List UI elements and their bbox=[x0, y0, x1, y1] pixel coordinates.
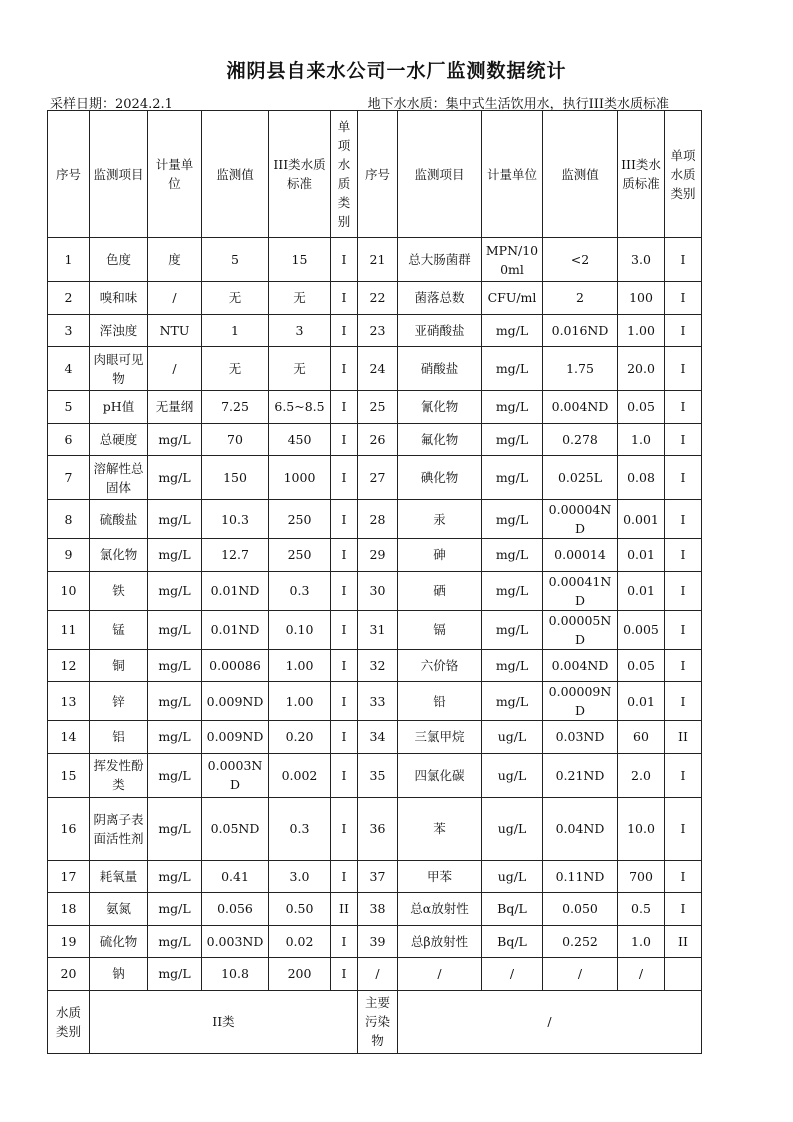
unit: mg/L bbox=[148, 797, 202, 860]
item-name: 硫酸盐 bbox=[90, 500, 148, 539]
item-name: 铝 bbox=[90, 721, 148, 754]
item-name: 铜 bbox=[90, 649, 148, 682]
item-class: II bbox=[331, 893, 358, 926]
item-name: 亚硝酸盐 bbox=[398, 314, 482, 347]
measured-value: 1 bbox=[202, 314, 269, 347]
standard-limit: 0.005 bbox=[618, 610, 665, 649]
standard-limit: 700 bbox=[618, 860, 665, 893]
item-class: I bbox=[331, 238, 358, 282]
measured-value: 7.25 bbox=[202, 391, 269, 424]
item-name: 浑浊度 bbox=[90, 314, 148, 347]
unit: mg/L bbox=[482, 500, 543, 539]
table-row bbox=[48, 571, 702, 610]
item-name: 溶解性总固体 bbox=[90, 456, 148, 500]
standard-limit: 0.10 bbox=[269, 610, 331, 649]
item-name: 硒 bbox=[398, 571, 482, 610]
row-index: 34 bbox=[358, 721, 398, 754]
standard-limit: 250 bbox=[269, 539, 331, 572]
standard-limit: 0.01 bbox=[618, 539, 665, 572]
row-index: 7 bbox=[48, 456, 90, 500]
measured-value: 0.01ND bbox=[202, 610, 269, 649]
measured-value: 0.056 bbox=[202, 893, 269, 926]
row-index: 33 bbox=[358, 682, 398, 721]
row-index: 23 bbox=[358, 314, 398, 347]
item-name: 嗅和味 bbox=[90, 282, 148, 315]
standard-limit: 无 bbox=[269, 347, 331, 391]
standard-limit: 0.3 bbox=[269, 571, 331, 610]
item-class: I bbox=[331, 347, 358, 391]
unit: mg/L bbox=[148, 571, 202, 610]
standard-limit: 0.05 bbox=[618, 391, 665, 424]
item-name: 锌 bbox=[90, 682, 148, 721]
measured-value: 0.05ND bbox=[202, 797, 269, 860]
item-name: 钠 bbox=[90, 958, 148, 991]
item-class: I bbox=[331, 282, 358, 315]
item-class: I bbox=[665, 610, 702, 649]
item-name: 锰 bbox=[90, 610, 148, 649]
unit: mg/L bbox=[482, 610, 543, 649]
water-standard-note: 地下水水质：集中式生活饮用水，执行III类水质标准 bbox=[367, 97, 669, 112]
standard-limit: 20.0 bbox=[618, 347, 665, 391]
unit: mg/L bbox=[482, 539, 543, 572]
item-name: 氨氮 bbox=[90, 893, 148, 926]
unit: mg/L bbox=[482, 391, 543, 424]
table-row bbox=[48, 958, 702, 991]
table-row bbox=[48, 721, 702, 754]
item-class: I bbox=[331, 423, 358, 456]
unit: 无量纲 bbox=[148, 391, 202, 424]
measured-value: 无 bbox=[202, 347, 269, 391]
row-index: 18 bbox=[48, 893, 90, 926]
standard-limit: 200 bbox=[269, 958, 331, 991]
item-name: 耗氧量 bbox=[90, 860, 148, 893]
item-class: I bbox=[665, 539, 702, 572]
item-class: I bbox=[665, 347, 702, 391]
item-class: I bbox=[665, 682, 702, 721]
row-index: 39 bbox=[358, 925, 398, 958]
item-class: I bbox=[331, 721, 358, 754]
row-index: 25 bbox=[358, 391, 398, 424]
unit: mg/L bbox=[148, 649, 202, 682]
unit: / bbox=[148, 347, 202, 391]
col-header-class: 单项水质类别 bbox=[665, 111, 702, 238]
item-name: 三氯甲烷 bbox=[398, 721, 482, 754]
item-name: 甲苯 bbox=[398, 860, 482, 893]
col-header-standard: III类水质标准 bbox=[618, 111, 665, 238]
item-name: 总硬度 bbox=[90, 423, 148, 456]
measured-value: / bbox=[543, 958, 618, 991]
unit: mg/L bbox=[148, 925, 202, 958]
standard-limit: 6.5~8.5 bbox=[269, 391, 331, 424]
measured-value: 0.21ND bbox=[543, 753, 618, 797]
measured-value: 0.009ND bbox=[202, 682, 269, 721]
unit: mg/L bbox=[482, 571, 543, 610]
standard-limit: 0.02 bbox=[269, 925, 331, 958]
item-class: I bbox=[665, 238, 702, 282]
item-class: I bbox=[331, 860, 358, 893]
item-name: 氟化物 bbox=[398, 423, 482, 456]
table-row bbox=[48, 282, 702, 315]
col-header-value: 监测值 bbox=[543, 111, 618, 238]
item-name: 氯化物 bbox=[90, 539, 148, 572]
measured-value: 2 bbox=[543, 282, 618, 315]
measured-value: 0.004ND bbox=[543, 391, 618, 424]
measured-value: 0.252 bbox=[543, 925, 618, 958]
item-class: I bbox=[331, 314, 358, 347]
item-class: I bbox=[331, 753, 358, 797]
table-body bbox=[48, 111, 702, 1054]
item-class: I bbox=[665, 500, 702, 539]
row-index: 32 bbox=[358, 649, 398, 682]
unit: CFU/ml bbox=[482, 282, 543, 315]
item-class: I bbox=[665, 571, 702, 610]
standard-limit: 0.05 bbox=[618, 649, 665, 682]
standard-limit: 1.00 bbox=[269, 649, 331, 682]
row-index: 4 bbox=[48, 347, 90, 391]
unit: mg/L bbox=[148, 958, 202, 991]
item-class: I bbox=[331, 958, 358, 991]
unit: mg/L bbox=[482, 423, 543, 456]
unit: mg/L bbox=[148, 753, 202, 797]
table-header-row bbox=[48, 111, 702, 238]
standard-limit: 100 bbox=[618, 282, 665, 315]
row-index: 2 bbox=[48, 282, 90, 315]
row-index: 3 bbox=[48, 314, 90, 347]
table-row bbox=[48, 347, 702, 391]
table-row bbox=[48, 649, 702, 682]
row-index: 1 bbox=[48, 238, 90, 282]
table-row bbox=[48, 925, 702, 958]
item-class: I bbox=[665, 797, 702, 860]
unit: mg/L bbox=[482, 682, 543, 721]
unit: 度 bbox=[148, 238, 202, 282]
standard-limit: 450 bbox=[269, 423, 331, 456]
unit: ug/L bbox=[482, 860, 543, 893]
item-class: I bbox=[665, 649, 702, 682]
item-name: 菌落总数 bbox=[398, 282, 482, 315]
measured-value: 0.00041ND bbox=[543, 571, 618, 610]
table-row bbox=[48, 753, 702, 797]
unit: mg/L bbox=[148, 893, 202, 926]
standard-limit: 0.20 bbox=[269, 721, 331, 754]
item-class: I bbox=[665, 860, 702, 893]
item-name: 总大肠菌群 bbox=[398, 238, 482, 282]
col-header-standard: III类水质标准 bbox=[269, 111, 331, 238]
row-index: 20 bbox=[48, 958, 90, 991]
unit: mg/L bbox=[482, 456, 543, 500]
measured-value: 1.75 bbox=[543, 347, 618, 391]
table-row bbox=[48, 423, 702, 456]
item-name: 砷 bbox=[398, 539, 482, 572]
unit: ug/L bbox=[482, 797, 543, 860]
unit: mg/L bbox=[482, 347, 543, 391]
row-index: 15 bbox=[48, 753, 90, 797]
measured-value: 0.016ND bbox=[543, 314, 618, 347]
unit: NTU bbox=[148, 314, 202, 347]
unit: mg/L bbox=[148, 539, 202, 572]
measured-value: 0.003ND bbox=[202, 925, 269, 958]
water-class-value: II类 bbox=[90, 990, 358, 1053]
item-class: I bbox=[331, 539, 358, 572]
item-name: 镉 bbox=[398, 610, 482, 649]
unit: mg/L bbox=[148, 860, 202, 893]
col-header-item: 监测项目 bbox=[398, 111, 482, 238]
standard-limit: 3.0 bbox=[269, 860, 331, 893]
item-class: I bbox=[331, 682, 358, 721]
standard-limit: 0.5 bbox=[618, 893, 665, 926]
standard-limit: 0.08 bbox=[618, 456, 665, 500]
table-row bbox=[48, 860, 702, 893]
unit: / bbox=[482, 958, 543, 991]
item-class: I bbox=[331, 391, 358, 424]
row-index: 29 bbox=[358, 539, 398, 572]
item-class: I bbox=[665, 456, 702, 500]
row-index: 38 bbox=[358, 893, 398, 926]
standard-limit: 1.00 bbox=[269, 682, 331, 721]
row-index: 10 bbox=[48, 571, 90, 610]
col-header-class: 单项水质类别 bbox=[331, 111, 358, 238]
row-index: 24 bbox=[358, 347, 398, 391]
item-class: I bbox=[331, 456, 358, 500]
measured-value: 0.025L bbox=[543, 456, 618, 500]
measured-value: 70 bbox=[202, 423, 269, 456]
standard-limit: 无 bbox=[269, 282, 331, 315]
standard-limit: 15 bbox=[269, 238, 331, 282]
item-class: II bbox=[665, 925, 702, 958]
item-class: II bbox=[665, 721, 702, 754]
table-row bbox=[48, 539, 702, 572]
item-name: 挥发性酚类 bbox=[90, 753, 148, 797]
standard-limit: 1000 bbox=[269, 456, 331, 500]
unit: mg/L bbox=[148, 456, 202, 500]
page-title: 湘阴县自来水公司一水厂监测数据统计 bbox=[226, 60, 567, 82]
unit: mg/L bbox=[148, 721, 202, 754]
table-row bbox=[48, 610, 702, 649]
item-name: 汞 bbox=[398, 500, 482, 539]
col-header-item: 监测项目 bbox=[90, 111, 148, 238]
standard-limit: 1.0 bbox=[618, 925, 665, 958]
standard-limit: 0.01 bbox=[618, 682, 665, 721]
measured-value: 5 bbox=[202, 238, 269, 282]
unit: mg/L bbox=[148, 500, 202, 539]
unit: ug/L bbox=[482, 721, 543, 754]
item-name: 氰化物 bbox=[398, 391, 482, 424]
item-class: I bbox=[665, 423, 702, 456]
measured-value: 0.03ND bbox=[543, 721, 618, 754]
item-class: I bbox=[665, 282, 702, 315]
standard-limit: 2.0 bbox=[618, 753, 665, 797]
item-class bbox=[665, 958, 702, 991]
measured-value: 0.00009ND bbox=[543, 682, 618, 721]
measured-value: 10.8 bbox=[202, 958, 269, 991]
measured-value: 0.00004ND bbox=[543, 500, 618, 539]
item-name: 碘化物 bbox=[398, 456, 482, 500]
standard-limit: 10.0 bbox=[618, 797, 665, 860]
item-name: 铁 bbox=[90, 571, 148, 610]
measured-value: <2 bbox=[543, 238, 618, 282]
item-class: I bbox=[665, 314, 702, 347]
row-index: 19 bbox=[48, 925, 90, 958]
item-name: 总α放射性 bbox=[398, 893, 482, 926]
unit: mg/L bbox=[148, 610, 202, 649]
standard-limit: 0.3 bbox=[269, 797, 331, 860]
row-index: 22 bbox=[358, 282, 398, 315]
item-name: 四氯化碳 bbox=[398, 753, 482, 797]
item-class: I bbox=[331, 610, 358, 649]
table-row bbox=[48, 238, 702, 282]
measured-value: 0.050 bbox=[543, 893, 618, 926]
unit: mg/L bbox=[482, 649, 543, 682]
measured-value: 0.278 bbox=[543, 423, 618, 456]
pollutant-value: / bbox=[398, 990, 702, 1053]
unit: Bq/L bbox=[482, 893, 543, 926]
standard-limit: 1.00 bbox=[618, 314, 665, 347]
measured-value: 0.00014 bbox=[543, 539, 618, 572]
standard-limit: 0.50 bbox=[269, 893, 331, 926]
measured-value: 12.7 bbox=[202, 539, 269, 572]
row-index: 14 bbox=[48, 721, 90, 754]
unit: mg/L bbox=[482, 314, 543, 347]
row-index: 16 bbox=[48, 797, 90, 860]
item-name: 六价铬 bbox=[398, 649, 482, 682]
row-index: 37 bbox=[358, 860, 398, 893]
item-class: I bbox=[665, 391, 702, 424]
measured-value: 0.00086 bbox=[202, 649, 269, 682]
col-header-index: 序号 bbox=[358, 111, 398, 238]
standard-limit: 60 bbox=[618, 721, 665, 754]
standard-limit: 250 bbox=[269, 500, 331, 539]
table-row bbox=[48, 391, 702, 424]
row-index: 11 bbox=[48, 610, 90, 649]
item-name: / bbox=[398, 958, 482, 991]
row-index: 21 bbox=[358, 238, 398, 282]
row-index: 12 bbox=[48, 649, 90, 682]
row-index: 36 bbox=[358, 797, 398, 860]
row-index: 30 bbox=[358, 571, 398, 610]
item-class: I bbox=[665, 753, 702, 797]
col-header-index: 序号 bbox=[48, 111, 90, 238]
standard-limit: / bbox=[618, 958, 665, 991]
item-name: 阴离子表面活性剂 bbox=[90, 797, 148, 860]
table-row bbox=[48, 682, 702, 721]
item-class: I bbox=[665, 893, 702, 926]
row-index: 31 bbox=[358, 610, 398, 649]
table-row bbox=[48, 797, 702, 860]
water-class-label: 水质类别 bbox=[48, 990, 90, 1053]
item-name: 总β放射性 bbox=[398, 925, 482, 958]
unit: MPN/100ml bbox=[482, 238, 543, 282]
row-index: 28 bbox=[358, 500, 398, 539]
item-class: I bbox=[331, 925, 358, 958]
row-index: 8 bbox=[48, 500, 90, 539]
col-header-unit: 计量单位 bbox=[148, 111, 202, 238]
pollutant-label: 主要污染物 bbox=[358, 990, 398, 1053]
row-index: 13 bbox=[48, 682, 90, 721]
standard-limit: 3.0 bbox=[618, 238, 665, 282]
row-index: 35 bbox=[358, 753, 398, 797]
row-index: 17 bbox=[48, 860, 90, 893]
item-name: 硫化物 bbox=[90, 925, 148, 958]
col-header-value: 监测值 bbox=[202, 111, 269, 238]
measured-value: 0.0003ND bbox=[202, 753, 269, 797]
standard-limit: 3 bbox=[269, 314, 331, 347]
unit: mg/L bbox=[148, 682, 202, 721]
row-index: 27 bbox=[358, 456, 398, 500]
table-footer-row bbox=[48, 990, 702, 1053]
item-name: pH值 bbox=[90, 391, 148, 424]
sampling-date: 采样日期：2024.2.1 bbox=[50, 97, 173, 112]
measured-value: 0.004ND bbox=[543, 649, 618, 682]
measured-value: 0.11ND bbox=[543, 860, 618, 893]
row-index: / bbox=[358, 958, 398, 991]
standard-limit: 0.002 bbox=[269, 753, 331, 797]
monitoring-table bbox=[47, 110, 702, 1054]
unit: mg/L bbox=[148, 423, 202, 456]
col-header-unit: 计量单位 bbox=[482, 111, 543, 238]
measured-value: 0.04ND bbox=[543, 797, 618, 860]
measured-value: 10.3 bbox=[202, 500, 269, 539]
row-index: 9 bbox=[48, 539, 90, 572]
item-class: I bbox=[331, 649, 358, 682]
table-row bbox=[48, 456, 702, 500]
unit: / bbox=[148, 282, 202, 315]
item-name: 苯 bbox=[398, 797, 482, 860]
measured-value: 0.01ND bbox=[202, 571, 269, 610]
measured-value: 无 bbox=[202, 282, 269, 315]
item-name: 色度 bbox=[90, 238, 148, 282]
unit: Bq/L bbox=[482, 925, 543, 958]
item-class: I bbox=[331, 500, 358, 539]
unit: ug/L bbox=[482, 753, 543, 797]
row-index: 26 bbox=[358, 423, 398, 456]
item-class: I bbox=[331, 797, 358, 860]
measured-value: 150 bbox=[202, 456, 269, 500]
standard-limit: 0.01 bbox=[618, 571, 665, 610]
table-row bbox=[48, 314, 702, 347]
row-index: 6 bbox=[48, 423, 90, 456]
item-name: 硝酸盐 bbox=[398, 347, 482, 391]
measured-value: 0.00005ND bbox=[543, 610, 618, 649]
measured-value: 0.009ND bbox=[202, 721, 269, 754]
item-class: I bbox=[331, 571, 358, 610]
row-index: 5 bbox=[48, 391, 90, 424]
standard-limit: 1.0 bbox=[618, 423, 665, 456]
item-name: 铅 bbox=[398, 682, 482, 721]
table-row bbox=[48, 500, 702, 539]
item-name: 肉眼可见物 bbox=[90, 347, 148, 391]
standard-limit: 0.001 bbox=[618, 500, 665, 539]
measured-value: 0.41 bbox=[202, 860, 269, 893]
table-row bbox=[48, 893, 702, 926]
